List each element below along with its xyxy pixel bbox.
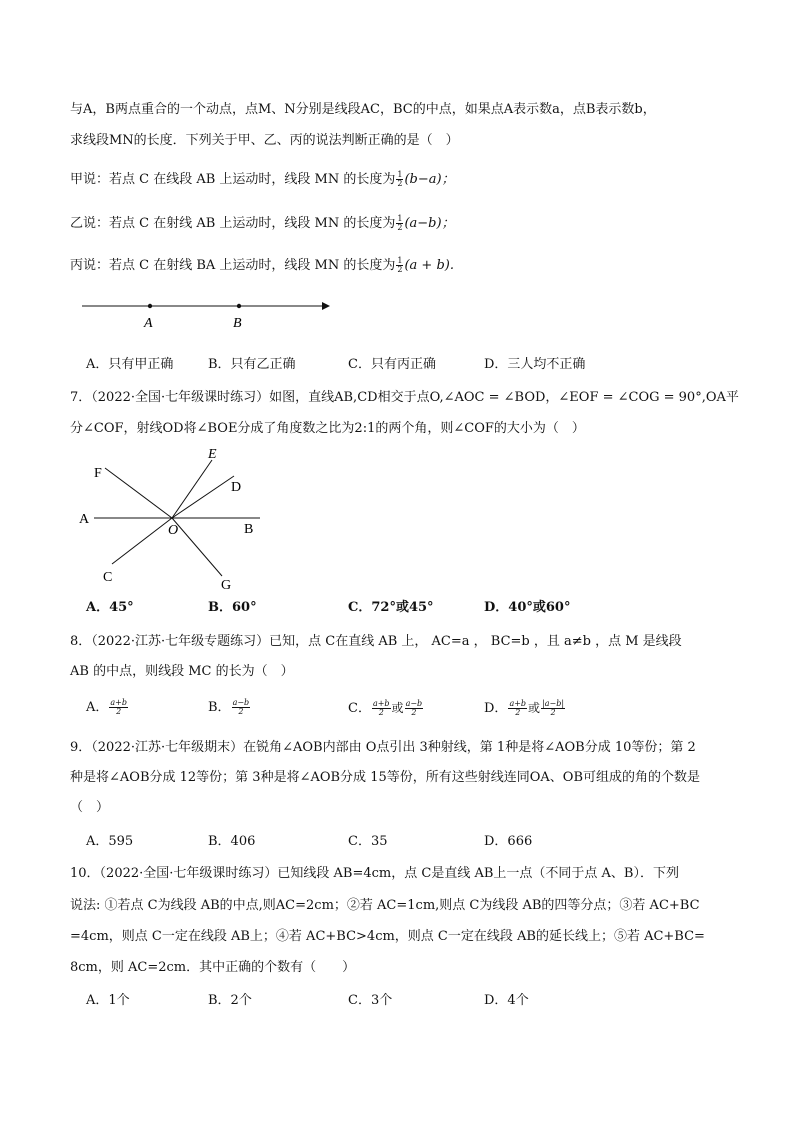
- label-c: C: [103, 570, 113, 585]
- q8-option-b[interactable]: [208, 698, 251, 718]
- option-fraction-2: [541, 700, 565, 717]
- fraction-numerator: 1: [397, 256, 403, 265]
- point-b: [237, 304, 241, 308]
- q10-stem-line-3: =4cm，则点 C一定在线段 AB上；④若 AC+BC>4cm，则点 C一定在线段 AB的延长线上；⑤若 AC+BC=: [70, 929, 705, 944]
- fraction-denominator: 2: [397, 265, 403, 274]
- ray-od: [172, 476, 234, 518]
- q9-stem-line-1: 9．（2022·江苏·七年级期末）在锐角∠AOB内部由 O点引出 3种射线，第 1种是将∠AOB分成 10等份；第 2: [70, 740, 696, 755]
- option-or: 或: [391, 701, 404, 715]
- q9-option-a[interactable]: A．595: [86, 834, 134, 849]
- q9-stem-line-2: 种是将∠AOB分成 12等份；第 3种是将∠AOB分成 15等份，所有这些射线连同OA、OB可组成的角的个数是: [70, 770, 700, 785]
- label-f: F: [94, 466, 102, 481]
- q8-stem-line-1: 8．（2022·江苏·七年级专题练习）已知，点 C在直线 AB 上， AC=a ， BC=b ，且 a≠b ，点 M 是线段: [70, 634, 682, 649]
- option-fraction: [109, 699, 128, 716]
- claim-jia-fraction: [396, 171, 403, 188]
- option-label: C．: [348, 701, 371, 716]
- fraction-denominator: 2: [515, 708, 521, 717]
- point-a: [148, 304, 152, 308]
- q8-option-a[interactable]: [86, 698, 129, 718]
- fraction-numerator: a+b: [509, 699, 527, 708]
- q10-option-d[interactable]: D．4个: [484, 993, 529, 1008]
- option-label: B．: [208, 700, 231, 715]
- number-line-figure: [78, 295, 338, 335]
- fraction-denominator: 2: [397, 223, 403, 232]
- q8-stem-line-2: AB 的中点，则线段 MC 的长为（ ）: [70, 664, 294, 679]
- q10-stem-line-2: 说法: ①若点 C为线段 AB的中点,则AC=2cm；②若 AC=1cm,则点 C为线段 AB的四等分点；③若 AC+BC: [70, 898, 700, 913]
- claim-jia-text: 甲说：若点 C 在线段 AB 上运动时，线段 MN 的长度为: [70, 172, 396, 187]
- claim-yi-fraction: [396, 215, 403, 232]
- label-b: B: [244, 522, 254, 537]
- q6-option-d[interactable]: D．三人均不正确: [484, 357, 586, 372]
- q7-stem-line-2: 分∠COF，射线OD将∠BOE分成了角度数之比为2:1的两个角，则∠COF的大小为（ ）: [70, 421, 585, 436]
- claim-yi: [70, 214, 455, 234]
- claim-jia: [70, 170, 455, 190]
- q7-stem-line-1: 7．（2022·全国·七年级课时练习）如图，直线AB,CD相交于点O,∠AOC = ∠BOD，∠EOF = ∠COG = 90°,OA平: [70, 390, 739, 405]
- fraction-numerator: a−b: [232, 698, 250, 707]
- fraction-numerator: |a−b|: [542, 699, 565, 708]
- q10-stem-line-1: 10．（2022·全国·七年级课时练习）已知线段 AB=4cm，点 C是直线 AB上一点（不同于点 A、B）．下列: [70, 866, 679, 881]
- option-fraction: [372, 700, 391, 717]
- fraction-denominator: 2: [550, 708, 556, 717]
- q6-stem-line-2: 求线段MN的长度．下列关于甲、乙、丙的说法判断正确的是（ ）: [70, 133, 459, 148]
- q10-option-c[interactable]: C．3个: [348, 993, 393, 1008]
- option-fraction-2: [405, 700, 424, 717]
- claim-bing-text: 丙说：若点 C 在射线 BA 上运动时，线段 MN 的长度为: [70, 258, 396, 273]
- q7-angle-figure: [74, 440, 274, 600]
- fraction-numerator: a+b: [372, 699, 390, 708]
- q10-option-a[interactable]: A．1个: [86, 993, 130, 1008]
- q7-option-b[interactable]: B．60°: [208, 600, 257, 615]
- option-label: A．: [86, 700, 109, 715]
- ray-oe: [172, 460, 212, 518]
- option-fraction: [232, 699, 251, 716]
- claim-yi-expr: (a−b)；: [404, 216, 455, 231]
- option-or: 或: [528, 701, 541, 715]
- claim-yi-text: 乙说：若点 C 在射线 AB 上运动时，线段 MN 的长度为: [70, 216, 396, 231]
- q7-option-c[interactable]: C．72°或45°: [348, 600, 434, 615]
- claim-jia-expr: (b−a)；: [404, 172, 455, 187]
- q7-option-d[interactable]: D．40°或60°: [484, 600, 571, 615]
- q6-option-c[interactable]: C．只有丙正确: [348, 357, 436, 372]
- fraction-denominator: 2: [116, 707, 122, 716]
- option-label: D．: [484, 701, 508, 716]
- fraction-denominator: 2: [238, 707, 244, 716]
- fraction-denominator: 2: [397, 179, 403, 188]
- q9-option-c[interactable]: C．35: [348, 834, 388, 849]
- label-d: D: [231, 480, 242, 495]
- claim-bing-fraction: [396, 257, 403, 274]
- q10-option-b[interactable]: B．2个: [208, 993, 252, 1008]
- fraction-numerator: 1: [397, 170, 403, 179]
- label-e: E: [208, 447, 217, 462]
- q9-stem-line-3: （ ）: [70, 800, 110, 815]
- fraction-denominator: 2: [411, 708, 417, 717]
- fraction-numerator: 1: [397, 214, 403, 223]
- q6-stem-line-1: 与A，B两点重合的一个动点，点M、N分别是线段AC，BC的中点，如果点A表示数a，点B表示数b，: [70, 102, 656, 117]
- ray-of: [105, 468, 172, 518]
- ray-oc: [112, 518, 172, 564]
- label-a: A: [79, 512, 90, 527]
- label-b: B: [233, 316, 242, 331]
- label-g: G: [221, 578, 232, 593]
- q8-option-d[interactable]: [484, 698, 566, 719]
- q9-option-d[interactable]: D．666: [484, 834, 533, 849]
- label-a: A: [144, 316, 153, 331]
- option-fraction: [508, 700, 527, 717]
- arrow-head-icon: [322, 302, 330, 310]
- fraction-numerator: a+b: [110, 698, 127, 707]
- q10-stem-line-4: 8cm，则 AC=2cm．其中正确的个数有（ ）: [70, 960, 356, 975]
- label-o: O: [168, 523, 179, 538]
- fraction-numerator: a−b: [405, 699, 423, 708]
- q7-option-a[interactable]: A．45°: [86, 600, 134, 615]
- q6-option-b[interactable]: B．只有乙正确: [208, 357, 296, 372]
- q8-option-c[interactable]: [348, 698, 424, 719]
- claim-bing: [70, 256, 454, 276]
- q9-option-b[interactable]: B．406: [208, 834, 256, 849]
- q6-option-a[interactable]: A．只有甲正确: [86, 357, 174, 372]
- claim-bing-expr: (a + b).: [404, 258, 454, 273]
- ray-og: [172, 518, 222, 576]
- fraction-denominator: 2: [378, 708, 384, 717]
